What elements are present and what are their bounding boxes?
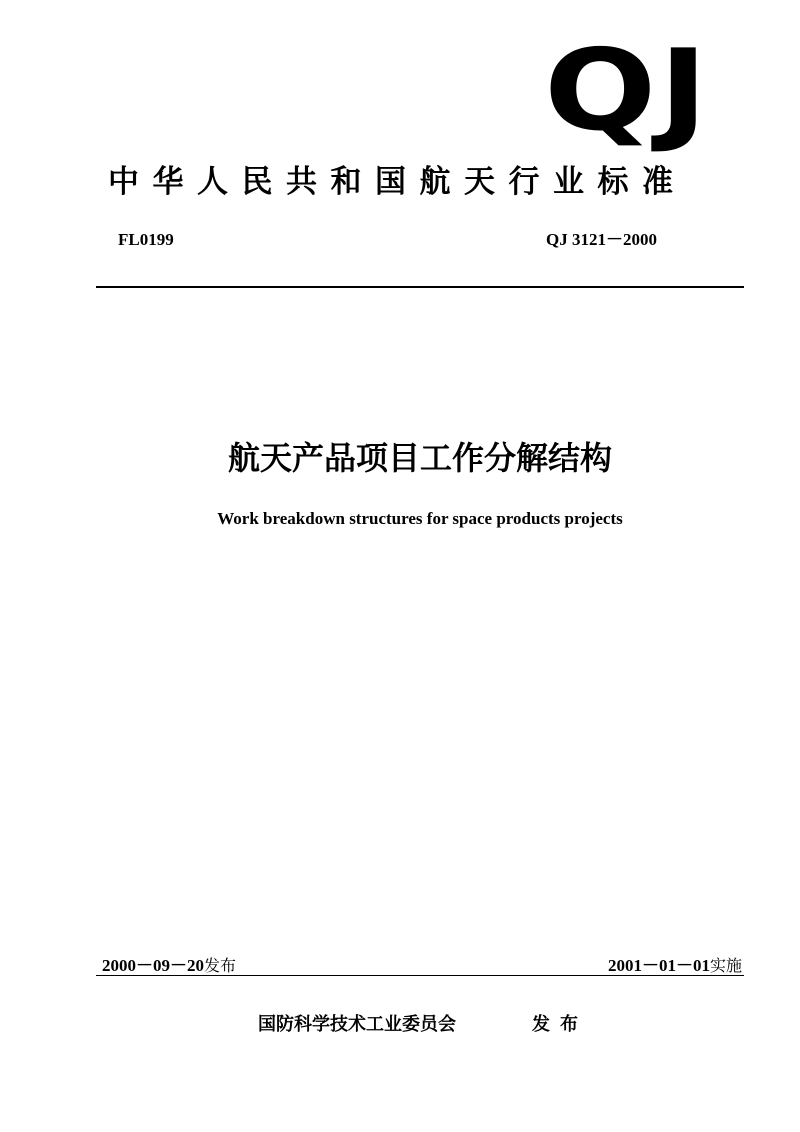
- footer-divider: [96, 975, 744, 976]
- implementation-date-suffix: 实施: [709, 956, 742, 975]
- publisher-name: 国防科学技术工业委员会: [258, 1014, 456, 1035]
- implementation-date: [608, 955, 742, 977]
- issue-date-suffix: 发布: [204, 956, 237, 975]
- header-divider: [96, 286, 744, 288]
- issue-date: [102, 955, 236, 977]
- document-title-english: Work breakdown structures for space products projects: [217, 509, 623, 528]
- qj-logo: QJ: [544, 26, 711, 156]
- document-title-chinese: 航天产品项目工作分解结构: [227, 439, 612, 477]
- classification-code: FL0199: [118, 230, 174, 249]
- issue-date-value: 2000－09－20: [102, 956, 204, 975]
- implementation-date-value: 2001－01－01: [607, 956, 710, 975]
- standard-number: QJ 3121－2000: [546, 230, 657, 249]
- publish-label: 发布: [532, 1014, 588, 1035]
- org-title: 中华人民共和国航天行业标准: [108, 164, 687, 200]
